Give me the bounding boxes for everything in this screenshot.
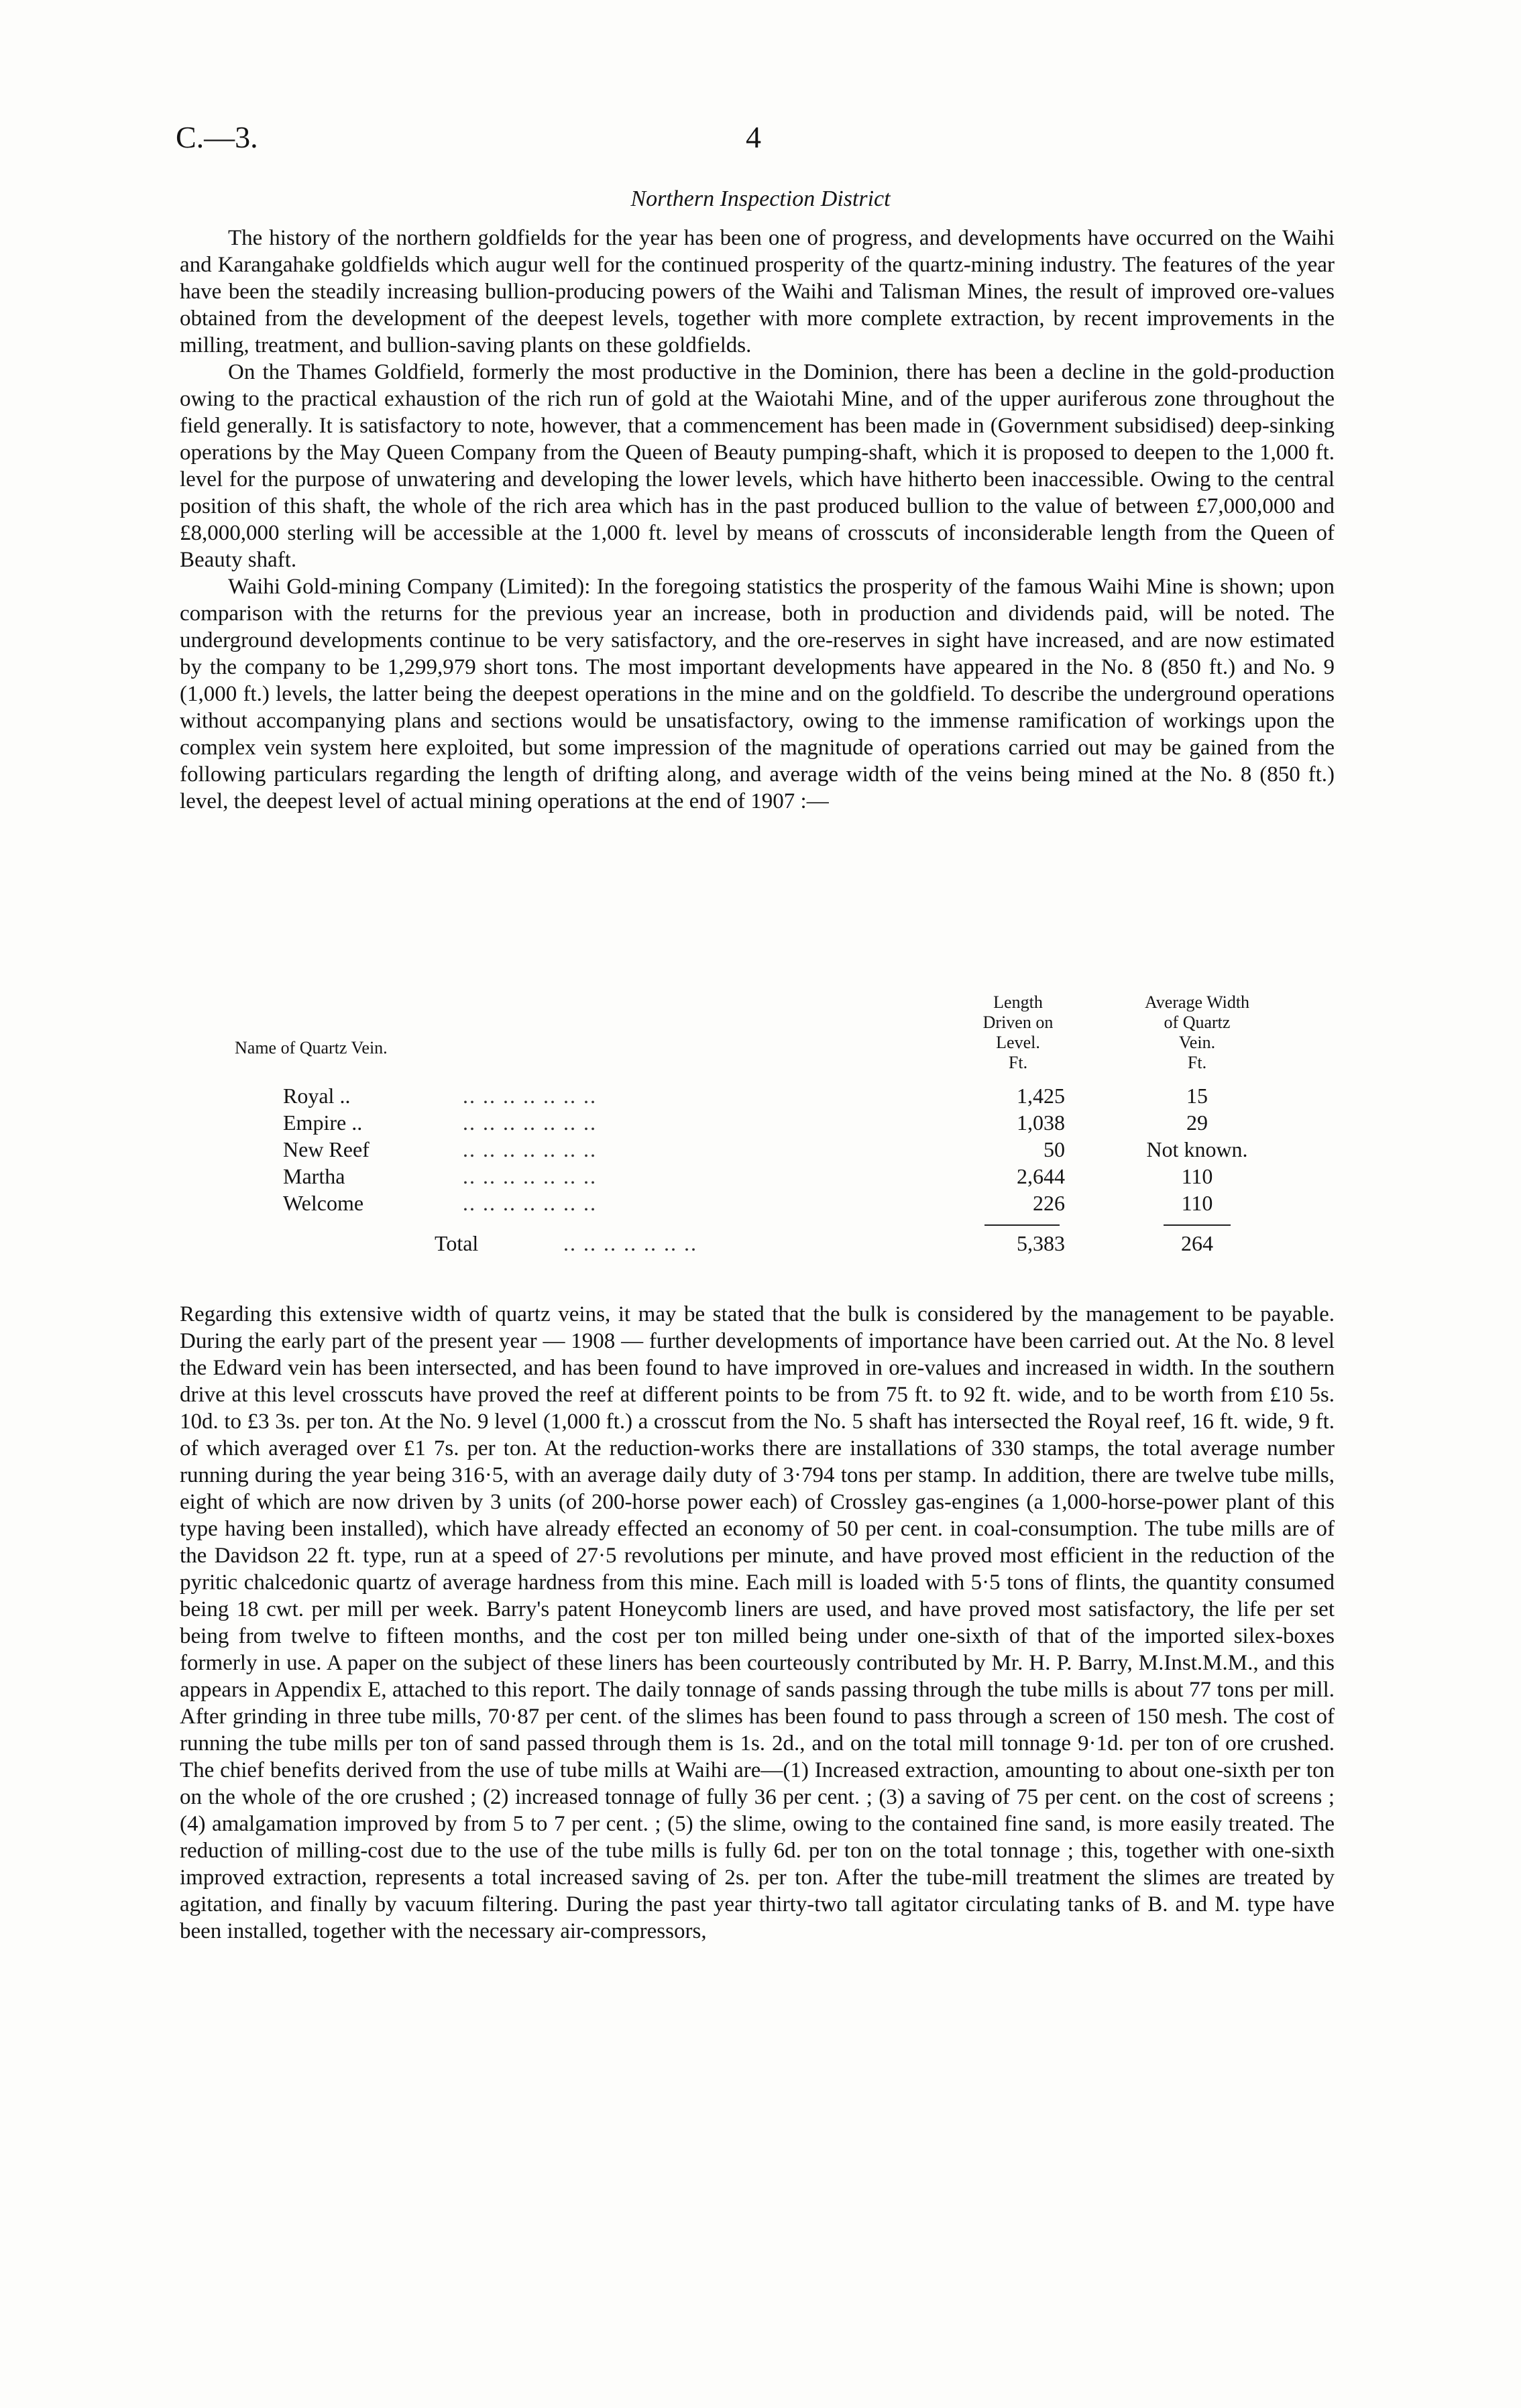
table-header-width bbox=[1120, 992, 1274, 1073]
report-reference: C.—3. bbox=[176, 120, 258, 154]
table-row bbox=[235, 1084, 1321, 1110]
header-unit: Ft. bbox=[1008, 1053, 1028, 1072]
vein-length: 50 bbox=[1044, 1137, 1065, 1161]
vein-name: Martha bbox=[283, 1164, 345, 1188]
vein-length: 1,425 bbox=[1017, 1084, 1065, 1108]
header-line: Level. bbox=[996, 1033, 1040, 1052]
vein-width: 15 bbox=[1186, 1084, 1208, 1108]
total-label: Total bbox=[435, 1231, 479, 1255]
paragraph-quartz-veins-and-mills: Regarding this extensive width of quartz veins, it may be stated that the bulk is considered by the management to be payable. During the early part of the present year — 1908 — further developments of importance have been carried out. At the No. 8 level the Edward vein has been intersected, and has been found to have improved in ore-values and increased in width. In the southern drive at this level crosscuts have proved the reef at different points to be from 75 ft. to 92 ft. wide, and to be worth from £10 5s. 10d. to £3 3s. per ton. At the No. 9 level (1,000 ft.) a crosscut from the No. 5 shaft has intersected the Royal reef, 16 ft. wide, 9 ft. of which averaged over £1 7s. per ton. At the reduction-works there are installations of 330 stamps, the total average number running during the year being 316·5, with an average daily duty of 3·794 tons per stamp. In addition, there are twelve tube mills, eight of which are now driven by 3 units (of 200-horse power each) of Crossley gas-engines (a 1,000-horse-power plant of this type having been installed), which have already effected an economy of 50 per cent. in coal-consumption. The tube mills are of the Davidson 22 ft. type, run at a speed of 27·5 revolutions per minute, and have proved most efficient in the reduction of the pyritic chalcedonic quartz of average hardness from this mine. Each mill is loaded with 5·5 tons of flints, the quantity consumed being 18 cwt. per mill per week. Barry's patent Honeycomb liners are used, and have proved most satisfactory, the life per set being from twelve to fifteen months, and the cost per ton milled being under one-sixth of that of the imported silex-boxes formerly in use. A paper on the subject of these liners has been courteously contributed by Mr. H. P. Barry, M.Inst.M.M., and this appears in Appendix E, attached to this report. The daily tonnage of sands passing through the tube mills is about 77 tons per mill. After grinding in three tube mills, 70·87 per cent. of the slimes has been found to pass through a screen of 150 mesh. The cost of running the tube mills per ton of sand passed through them is 1s. 2d., and on the total mill tonnage 9·1d. per ton of ore crushed. The chief benefits derived from the use of tube mills at Waihi are—(1) Increased extraction, amounting to about one-sixth per ton on the whole of the ore crushed ; (2) increased tonnage of fully 36 per cent. ; (3) a saving of 75 per cent. on the cost of screens ; (4) amalgamation improved by from 5 to 7 per cent. ; (5) the slime, owing to the contained fine sand, is more easily treated. The reduction of milling-cost due to the use of the tube mills is fully 6d. per ton on the total tonnage ; this, together with one-sixth improved extraction, represents a total increased saving of 2s. per ton. After the tube-mill treatment the slimes are treated by agitation, and finally by vacuum filtering. During the past year thirty-two tall agitator circulating tanks of B. and M. type have been installed, together with the necessary air-compressors, bbox=[180, 1302, 1335, 1943]
leader-dots: .. .. .. .. .. .. .. bbox=[463, 1084, 597, 1108]
vein-length: 1,038 bbox=[1017, 1110, 1065, 1135]
paragraph-northern-goldfields: The history of the northern goldfields for the year has been one of progress, and developments have occurred on the Waihi and Karangahake goldfields which augur well for the continued prosperity of the quartz-mining industry. The features of the year have been the steadily increasing bullion-producing powers of the Waihi and Talisman Mines, the result of improved ore-values obtained from the development of the deepest levels, together with more complete extraction, by recent improvements in the milling, treatment, and bullion-saving plants on these goldfields. bbox=[180, 226, 1335, 357]
table-row bbox=[235, 1110, 1321, 1137]
vein-width: 110 bbox=[1181, 1164, 1213, 1188]
text-block-before-table bbox=[180, 225, 1335, 815]
vein-width: 110 bbox=[1181, 1191, 1213, 1215]
header-line: Vein. bbox=[1178, 1033, 1216, 1052]
table-header-length bbox=[971, 992, 1065, 1073]
vein-width: Not known. bbox=[1146, 1137, 1248, 1161]
header-unit: Ft. bbox=[1187, 1053, 1207, 1072]
header-line: Length bbox=[993, 992, 1043, 1012]
header-line: of Quartz bbox=[1164, 1013, 1231, 1032]
leader-dots: .. .. .. .. .. .. .. bbox=[563, 1231, 697, 1255]
vein-name: Royal .. bbox=[283, 1084, 351, 1108]
header-line: Driven on bbox=[982, 1013, 1054, 1032]
total-rule-width bbox=[1164, 1224, 1231, 1226]
table-total-row bbox=[235, 1231, 1321, 1258]
leader-dots: .. .. .. .. .. .. .. bbox=[463, 1191, 597, 1215]
text-block-after-table bbox=[180, 1301, 1335, 1945]
vein-width: 29 bbox=[1186, 1110, 1208, 1135]
table-row bbox=[235, 1137, 1321, 1164]
total-length: 5,383 bbox=[1017, 1231, 1065, 1255]
header-line: Average Width bbox=[1144, 992, 1250, 1012]
table-header-vein-name: Name of Quartz Vein. bbox=[235, 1038, 388, 1057]
total-width: 264 bbox=[1181, 1231, 1213, 1255]
leader-dots: .. .. .. .. .. .. .. bbox=[463, 1164, 597, 1188]
paragraph-waihi-company: Waihi Gold-mining Company (Limited): In the foregoing statistics the prosperity of the famous Waihi Mine is shown; upon comparison with the returns for the previous year an increase, both in production and dividends paid, will be noted. The underground developments continue to be very satisfactory, and the ore-reserves in sight have increased, and are now estimated by the company to be 1,299,979 short tons. The most important developments have appeared in the No. 8 (850 ft.) and No. 9 (1,000 ft.) levels, the latter being the deepest operations in the mine and on the goldfield. To describe the underground operations without accompanying plans and sections would be unsatisfactory, owing to the immense ramification of workings upon the complex vein system here exploited, but some impression of the magnitude of operations carried out may be gained from the following particulars regarding the length of drifting along, and average width of the veins being mined at the No. 8 (850 ft.) level, the deepest level of actual mining operations at the end of 1907 :— bbox=[180, 575, 1335, 813]
vein-length: 2,644 bbox=[1017, 1164, 1065, 1188]
vein-name: Empire .. bbox=[283, 1110, 363, 1135]
paragraph-thames-goldfield: On the Thames Goldfield, formerly the most productive in the Dominion, there has been a decline in the gold-production owing to the practical exhaustion of the rich run of gold at the Waiotahi Mine, and of the upper auriferous zone throughout the field generally. It is satisfactory to note, however, that a commencement has been made in (Government subsidised) deep-sinking operations by the May Queen Company from the Queen of Beauty pumping-shaft, which it is proposed to deepen to the 1,000 ft. level for the purpose of unwatering and developing the lower levels, which have hitherto been inaccessible. Owing to the central position of this shaft, the whole of the rich area which has in the past produced bullion to the value of between £7,000,000 and £8,000,000 sterling will be accessible at the 1,000 ft. level by means of crosscuts of inconsiderable length from the Queen of Beauty shaft. bbox=[180, 360, 1335, 572]
vein-name: New Reef bbox=[283, 1137, 370, 1161]
table-row bbox=[235, 1164, 1321, 1191]
vein-name: Welcome bbox=[283, 1191, 364, 1215]
section-title: Northern Inspection District bbox=[630, 186, 891, 211]
table-row bbox=[235, 1191, 1321, 1218]
total-rule-length bbox=[984, 1224, 1060, 1226]
page-number: 4 bbox=[746, 120, 761, 154]
leader-dots: .. .. .. .. .. .. .. bbox=[463, 1110, 597, 1135]
leader-dots: .. .. .. .. .. .. .. bbox=[463, 1137, 597, 1161]
vein-length: 226 bbox=[1033, 1191, 1065, 1215]
